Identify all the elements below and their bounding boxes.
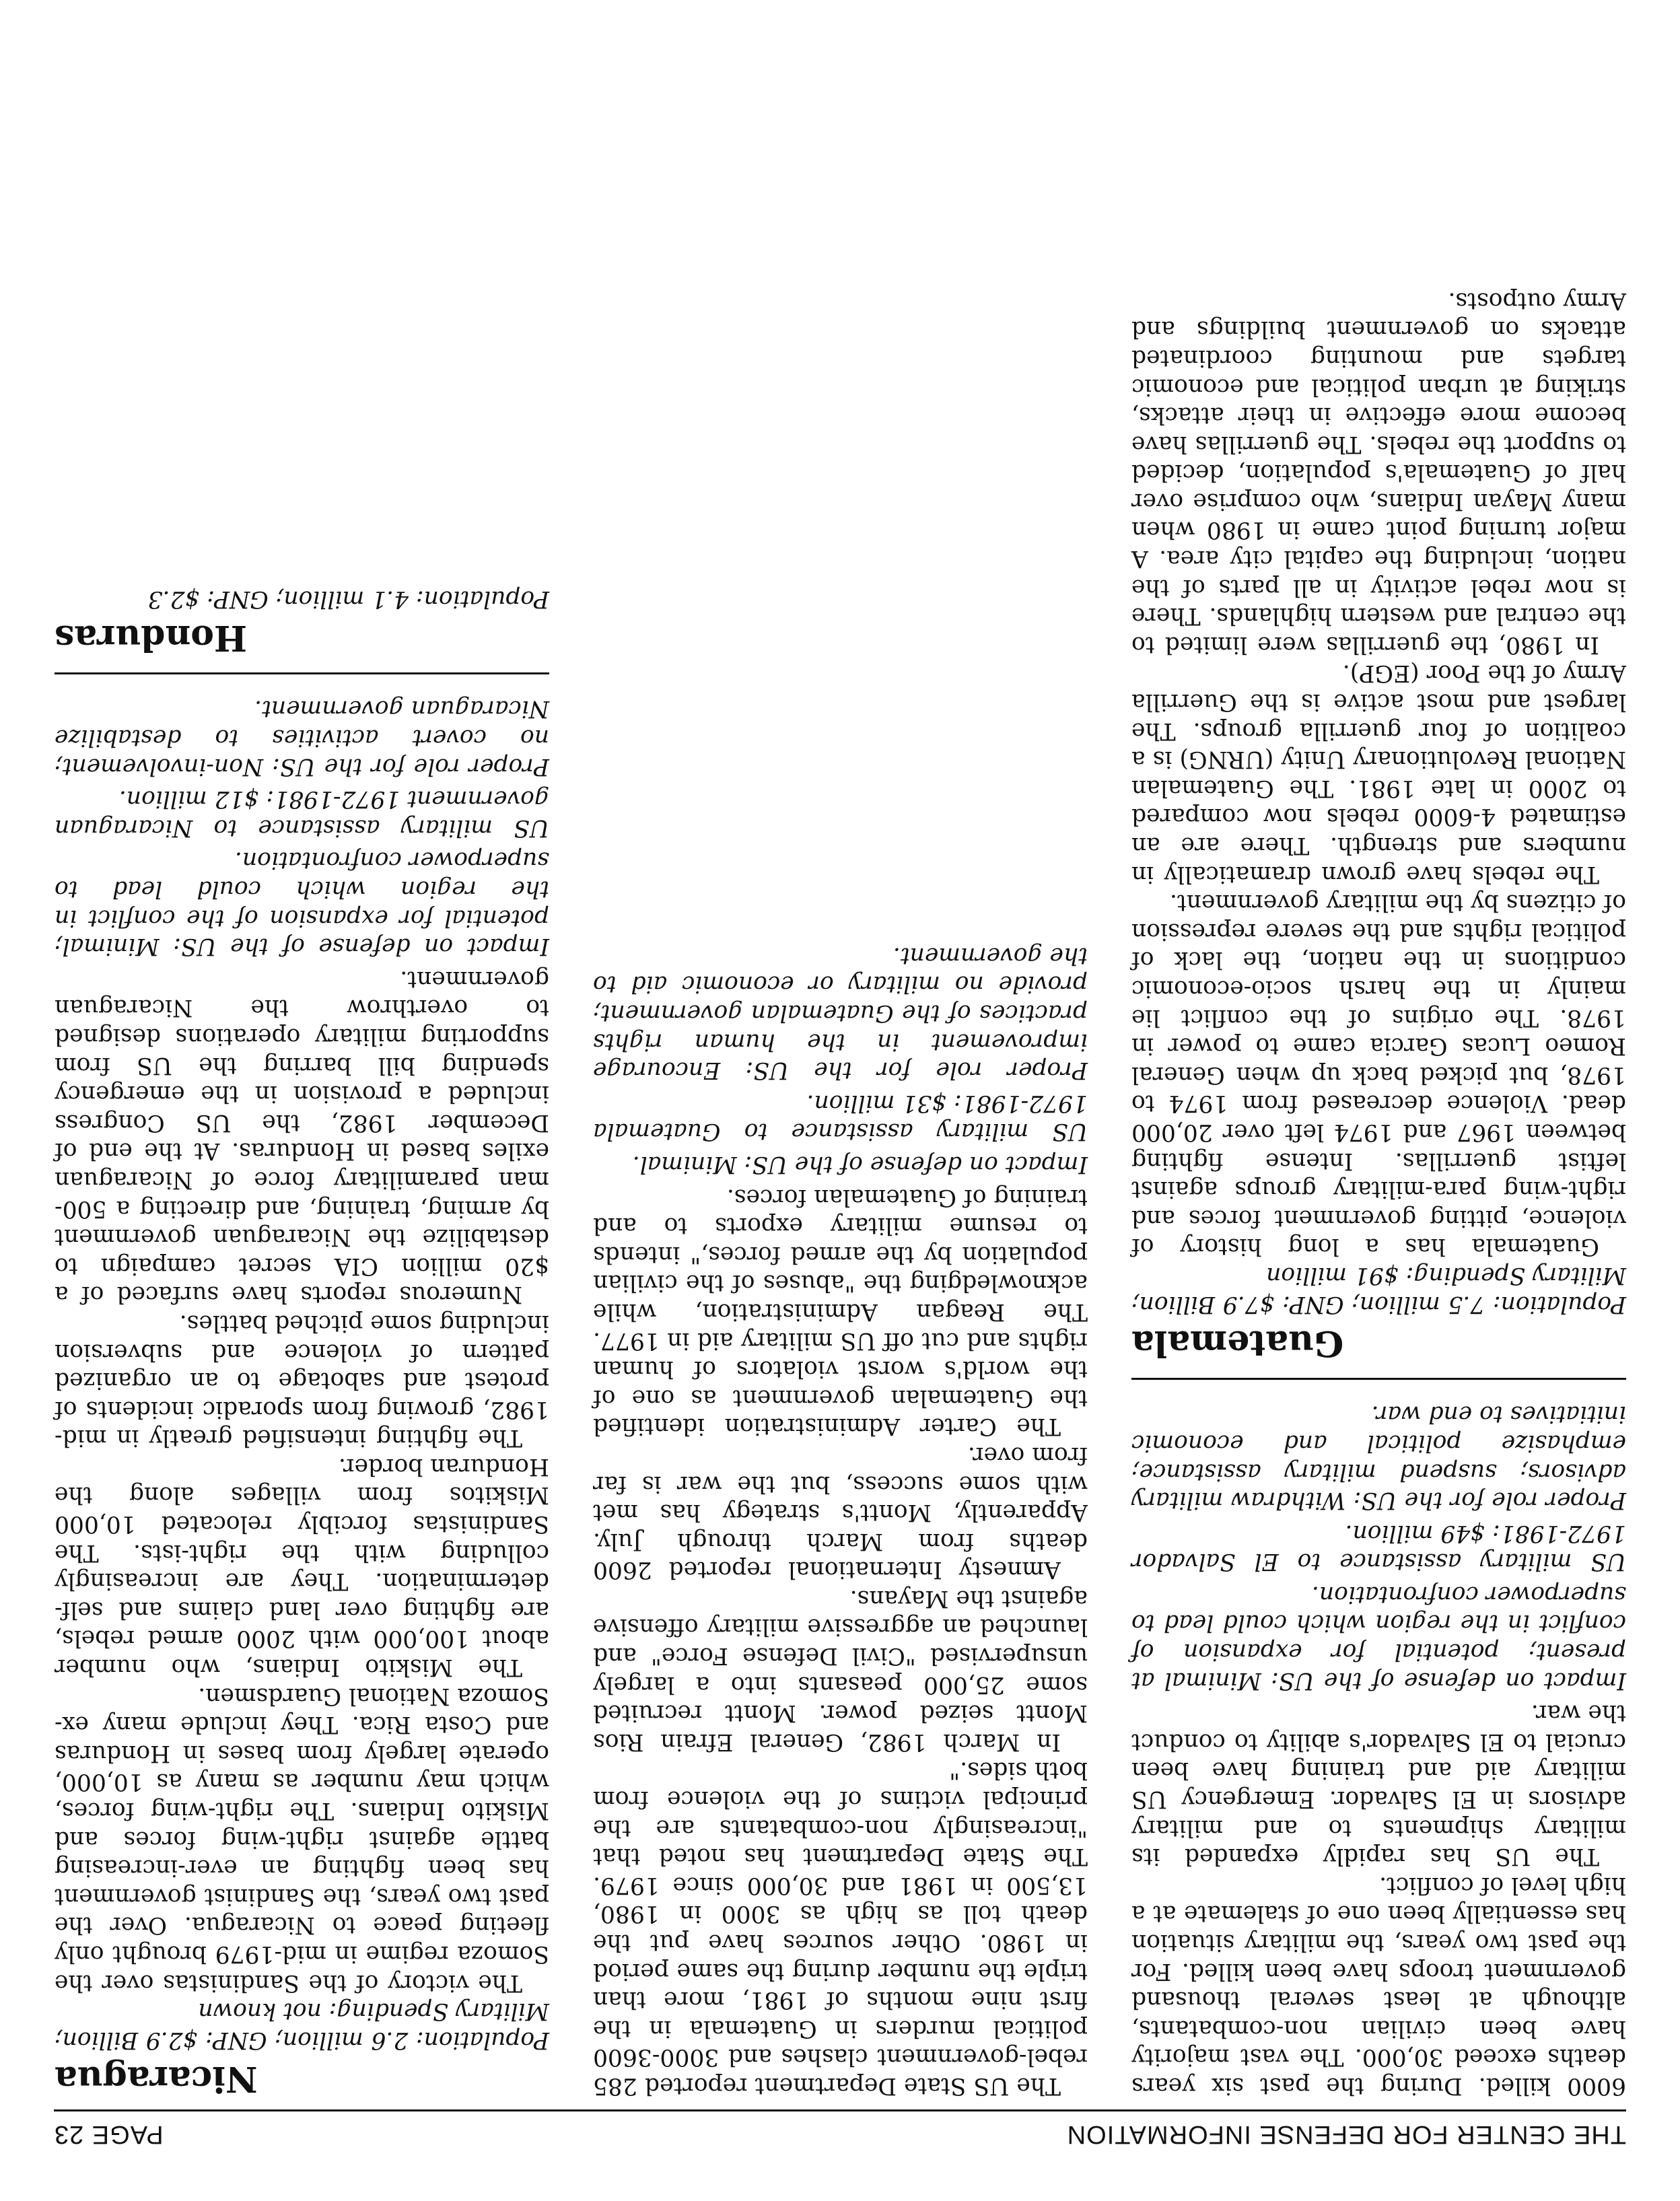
- guatemala-paragraph: The rebels have grown dramatically in numbers and strength. There are an estimated 4-6000 rebels now compared to 2000 in late 1981. The Guatemalan National Revolutionary Unity (URNG) is a coalition of four guerrilla groups. The largest and most active is the Guerrilla Army of the Poor (EGP).: [1131, 660, 1626, 888]
- impact-note: Impact on defense of the US: Minimal at present; potential for expansion of conflict in the region which could lead to superpower confrontation.: [1131, 1580, 1626, 1694]
- el-salvador-paragraph: 6000 killed. During the past six years deaths exceed 30,000. The vast majority have been civilian non-combatants, although at least several thousand government troops have been killed. For the past two years, the military situation has essentially been one of stalemate at a high level of conflict.: [1131, 1871, 1626, 2099]
- impact-note: Impact on defense of the US: Minimal.: [632, 1151, 1088, 1178]
- section-title-nicaragua: Nicaragua: [55, 2058, 258, 2099]
- nicaragua-paragraph: Numerous reports have surfaced of a $20 million CIA secret campaign to destabilize the Nicaraguan government by arming, training, and directing a 500-man paramilitary force of Nicaraguan exiles based in Honduras. At the end of December 1982, the US Congress included a provision in the emergency spending bill barring the US from supporting military operations designed to overthrow the Nicaraguan government.: [55, 965, 549, 1308]
- guatemala-paragraph: In March 1982, General Efrain Rios Montt seized power. Montt recruited some 25,000 peasants into a largely unsupervised "Civil Defense Force" and launched an aggressive military offensive against the Mayans.: [593, 1584, 1088, 1755]
- el-salvador-paragraph: The US has rapidly expanded its military shipments to and military advisors in El Salvador. Emergency US military aid and training have been crucial to El Salvador's ability to conduct the war.: [1131, 1700, 1626, 1871]
- publication-name: THE CENTER FOR DEFENSE INFORMATION: [1066, 2120, 1626, 2148]
- column-2: [593, 61, 1088, 2100]
- country-stats: Population: 2.6 million; GNP: $2.9 Billion; Military Spending: not known: [55, 1998, 549, 2054]
- role-note: Proper role for the US: Encourage improvement in the human rights practices of the Guatemalan government; provide no military or economic aid to the government.: [593, 942, 1088, 1084]
- nicaragua-paragraph: The fighting intensified greatly in mid-1982, growing from sporadic incidents of protest and sabotage to an organized pattern of violence and subversion including some pitched battles.: [55, 1309, 549, 1452]
- nicaragua-paragraph: The victory of the Sandinistas over the Somoza regime in mid-1979 brought only fleeting peace to Nicaragua. Over the past two years, the Sandinist government has been fighting an ever-increasing battle against right-wing forces and Miskito Indians. The right-wing forces, which may number as many as 10,000, operate largely from bases in Honduras and Costa Rica. They include many ex-Somoza National Guardsmen.: [55, 1682, 549, 1996]
- column-3: [55, 61, 549, 2100]
- running-head: [54, 2109, 1626, 2148]
- guatemala-paragraph: Amnesty International reported 2600 deaths from March through July. Apparently, Montt's strategy has met with some success, but the war is far from over.: [593, 1441, 1088, 1584]
- nicaragua-paragraph: The Miskito Indians, who number about 100,000 with 2000 armed rebels, are fighting over land claims and self-determination. They are increasingly colluding with the right-ists. The Sandinistas forcibly relocated 10,000 Miskitos from villages along the Honduran border.: [55, 1453, 549, 1681]
- guatemala-paragraph: Guatemala has a long history of violence, pitting government forces and right-wing para-military groups against leftist guerrillas. Intense fighting between 1967 and 1974 left over 20,000 dead. Violence decreased from 1974 to 1978, but picked back up when General Romeo Lucas Garcia came to power in 1978. The origins of the conflict lie mainly in the harsh socio-economic conditions in the nation, the lack of political rights and the severe repression of citizens by the military government.: [1131, 889, 1626, 1261]
- aid-note: US military assistance to Nicaraguan government 1972-1981: $12 million.: [55, 785, 549, 841]
- section-divider: [1131, 1378, 1626, 1380]
- guatemala-paragraph: In 1980, the guerrillas were limited to the central and western highlands. There is now rebel activity in all parts of the nation, including the capital city area. A major turning point came in 1980 when many Mayan Indians, who comprise over half of Guatemala's population, decided to support the rebels. The guerrillas have become more effective in their attacks, striking at urban political and economic targets and mounting coordinated attacks on government buildings and Army outposts.: [1131, 287, 1626, 658]
- section-title-guatemala: Guatemala: [1131, 1322, 1344, 1364]
- impact-note: Impact on defense of the US: Minimal; potential for expansion of the conflict in the region which could lead to superpower confrontation.: [55, 847, 549, 960]
- section-title-honduras: Honduras: [55, 617, 248, 658]
- page-number: PAGE 23: [54, 2120, 164, 2148]
- guatemala-paragraph: The Carter Administration identified the Guatemalan government as one of the world's worst violators of human rights and cut off US military aid in 1977. The Reagan Administration, while acknowledging the "abuses of the civilian population by the armed forces," intends to resume military exports to and training of Guatemalan forces.: [593, 1183, 1088, 1440]
- section-divider: [55, 672, 549, 674]
- column-1: [1131, 61, 1626, 2100]
- role-note: Proper role for the US: Withdraw military advisors; suspend military assistance; emphasize political and economic initiatives to end war.: [1131, 1401, 1626, 1514]
- guatemala-paragraph: The US State Department reported 285 rebel-government clashes and 3000-3600 political murders in Guatemala in the first nine months of 1981, more than triple the number during the same period in 1980. Other sources have put the death toll as high as 3000 in 1980, 13,500 in 1981 and 30,000 since 1979. The State Department has noted that "increasingly non-combatants are the principal victims of the violence from both sides.": [593, 1757, 1088, 2099]
- aid-note: US military assistance to Guatemala 1972-1981: $31 million.: [593, 1089, 1088, 1146]
- role-note: Proper role for the US: Non-involvement; no covert activities to destabilize Nicaraguan government.: [55, 695, 549, 780]
- country-stats: Population: 7.5 million; GNP: $7.9 Billion; Military Spending: $91 million: [1131, 1261, 1626, 1318]
- country-stats: Population: 4.1 million; GNP: $2.3: [147, 585, 549, 613]
- aid-note: US military assistance to El Salvador 1972-1981: $49 million.: [1131, 1519, 1626, 1576]
